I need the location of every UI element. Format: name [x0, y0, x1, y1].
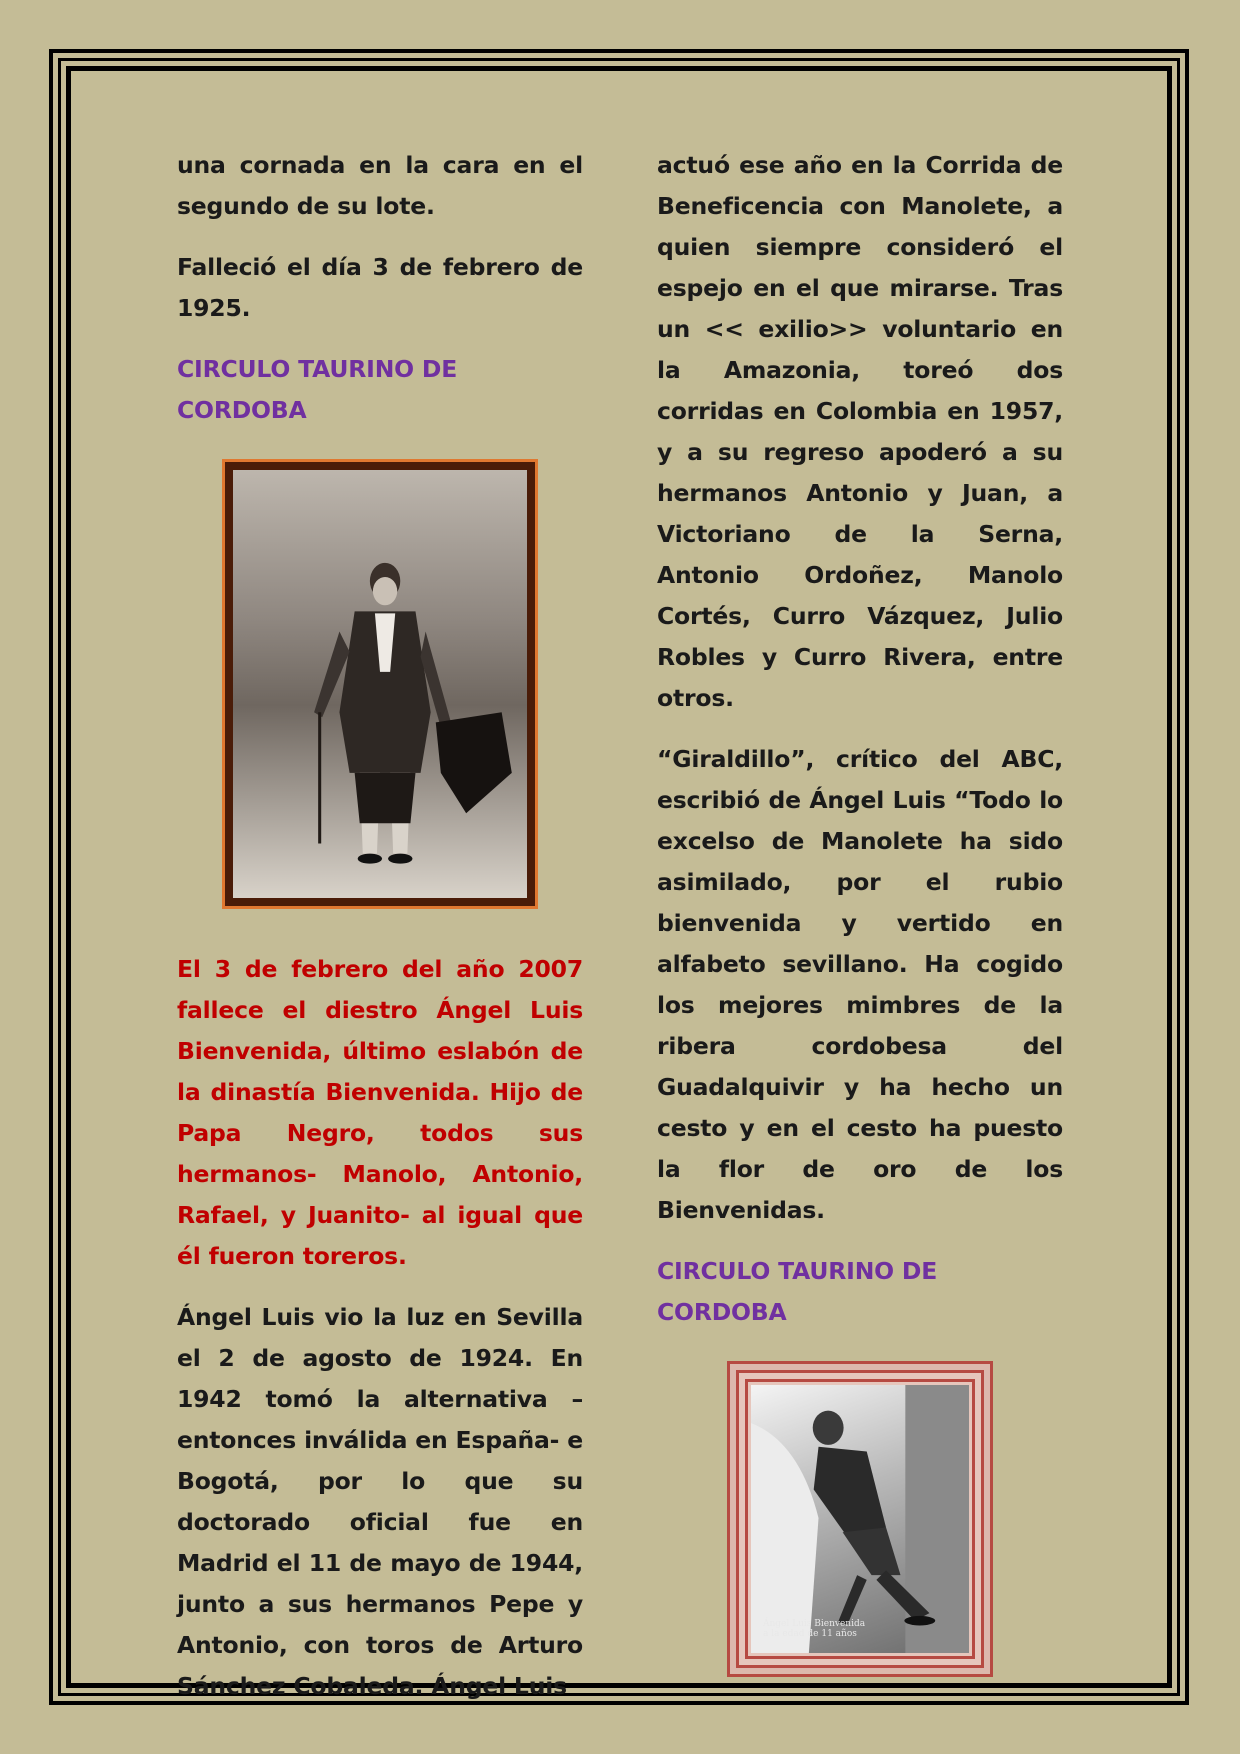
left-paragraph-1: una cornada en la cara en el segundo de su lote. — [177, 151, 583, 220]
bullfighter-portrait-photo — [222, 459, 538, 909]
photo-caption-line-1: Ángel Luis Bienvenida — [763, 1619, 866, 1629]
child-bullfighter-photo — [727, 1361, 993, 1677]
left-section-heading: CIRCULO TAURINO DE CORDOBA — [177, 355, 458, 424]
left-paragraph-3: Ángel Luis vio la luz en Sevilla el 2 de agosto de 1924. En 1942 tomó la alternativa –entonces inválida en España- e Bogotá, por lo que su doctorado oficial fue en Madrid el 11 de mayo de 1944, junto a sus hermanos Pepe y Antonio, con toros de Arturo Sánchez Cobaleda. Ángel Luis — [177, 1303, 583, 1700]
right-paragraph-2: “Giraldillo”, crítico del ABC, escribió de Ángel Luis “Todo lo excelso de Manolete ha sido asimilado, por el rubio bienvenida y vertido en alfabeto sevillano. Ha cogido los mejores mimbres de la ribera cordobesa del Guadalquivir y ha hecho un cesto y en el cesto ha puesto la flor de oro de los Bienvenidas. — [657, 745, 1063, 1224]
left-paragraph-2: Falleció el día 3 de febrero de 1925. — [177, 253, 583, 322]
photo-caption-line-2: a la edad de 11 años — [763, 1629, 857, 1639]
right-column — [657, 145, 1063, 1677]
left-paragraph-red: El 3 de febrero del año 2007 fallece el diestro Ángel Luis Bienvenida, último eslabón de la dinastía Bienvenida. Hijo de Papa Negro, todos sus hermanos- Manolo, Antonio, Rafael, y Juanito- al igual que él fueron toreros. — [177, 955, 583, 1270]
left-column — [177, 145, 583, 1727]
right-paragraph-1: actuó ese año en la Corrida de Beneficencia con Manolete, a quien siempre consideró el espejo en el que mirarse. Tras un << exilio>> voluntario en la Amazonia, toreó dos corridas en Colombia en 1957, y a su regreso apoderó a su hermanos Antonio y Juan, a Victoriano de la Serna, Antonio Ordoñez, Manolo Cortés, Curro Vázquez, Julio Robles y Curro Rivera, entre otros. — [657, 151, 1063, 712]
child-with-cape-illustration — [751, 1385, 969, 1653]
photo-caption — [763, 1619, 865, 1639]
bullfighter-figure-illustration — [233, 470, 527, 898]
right-section-heading: CIRCULO TAURINO DE CORDOBA — [657, 1257, 938, 1326]
